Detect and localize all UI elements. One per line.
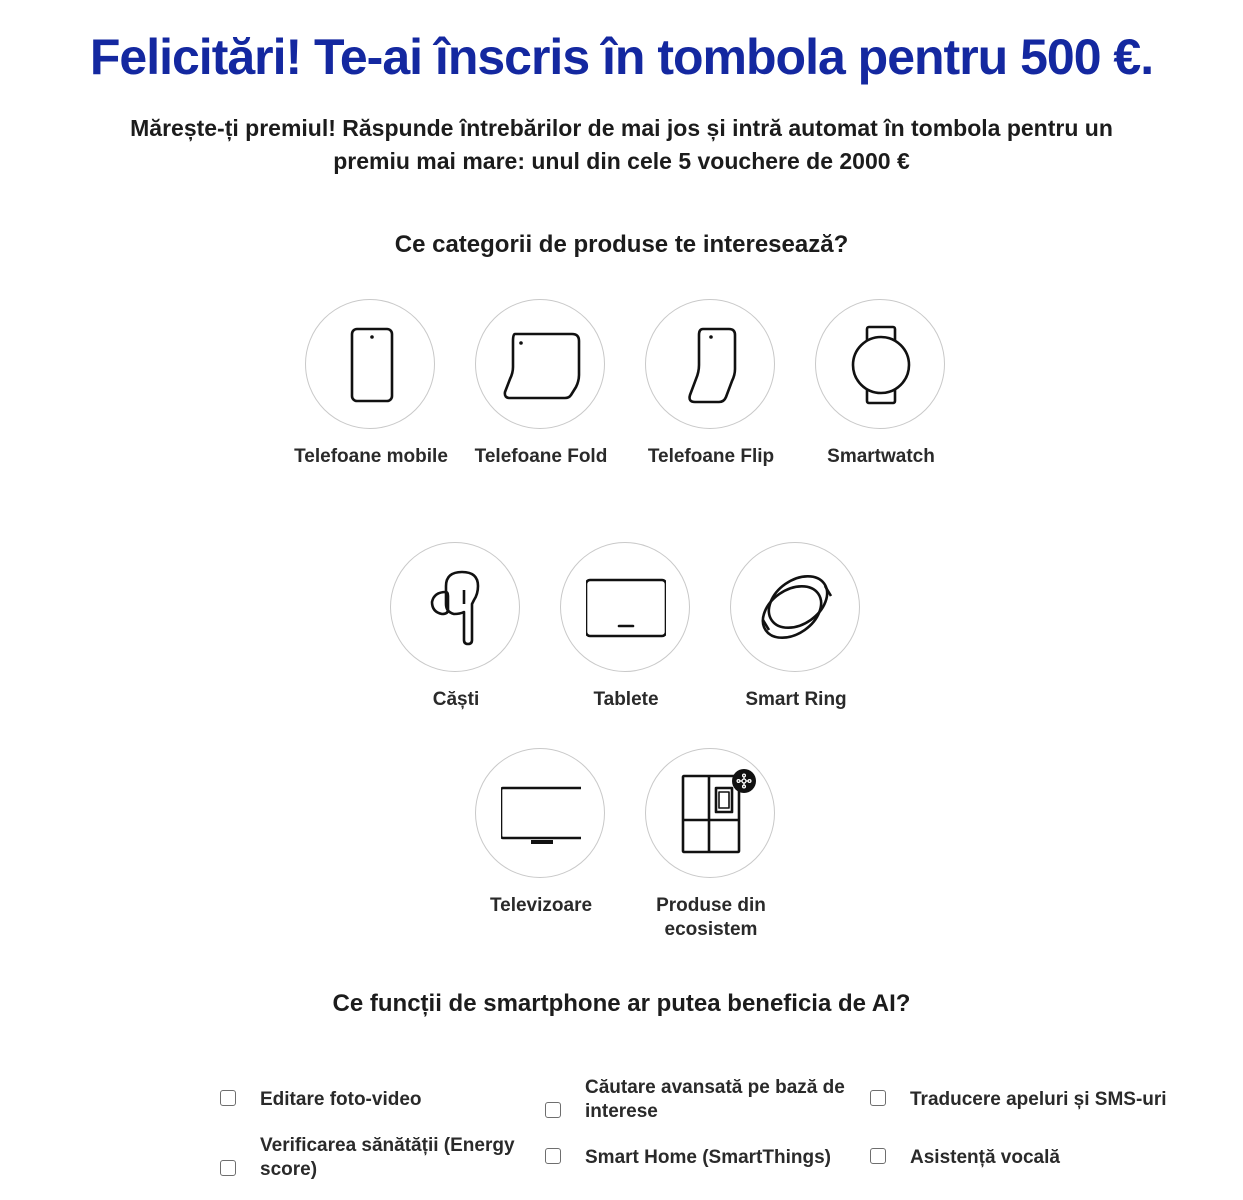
page-subtitle: Mărește-ți premiul! Răspunde întrebărilor de mai jos și intră automat în tombola pentru un premiu mai mare: unul din cele 5 vouchere de 2000 € — [130, 115, 1113, 174]
category-smartwatch[interactable] — [796, 299, 966, 509]
category-label: Telefoane Flip — [647, 446, 775, 467]
option-label: Asistență vocală — [910, 1147, 1060, 1168]
smartphone-icon — [331, 325, 411, 405]
category-circle — [815, 299, 945, 429]
option-label: Traducere apeluri și SMS-uri — [910, 1089, 1167, 1110]
category-label: Telefoane mobile — [294, 446, 448, 467]
category-circle — [475, 748, 605, 878]
category-telefoane-mobile[interactable] — [286, 299, 456, 509]
ai-features-question: Ce funcții de smartphone ar putea beneficia de AI? — [332, 990, 911, 1017]
checkbox[interactable] — [870, 1148, 886, 1164]
option-editare-foto-video[interactable] — [218, 1076, 538, 1126]
category-label: Telefoane Fold — [474, 446, 608, 467]
category-smart-ring[interactable] — [711, 542, 881, 752]
category-circle — [645, 299, 775, 429]
category-label: Smart Ring — [745, 689, 847, 710]
option-traducere-apeluri[interactable] — [868, 1076, 1183, 1126]
option-label: Editare foto-video — [260, 1089, 422, 1110]
checkbox[interactable] — [220, 1090, 236, 1106]
option-verificarea-sanatatii[interactable] — [218, 1134, 538, 1186]
category-circle — [730, 542, 860, 672]
smartwatch-icon — [841, 325, 921, 405]
category-circle — [390, 542, 520, 672]
fold-phone-icon — [501, 325, 581, 405]
flip-phone-icon — [671, 325, 751, 405]
category-produse-ecosistem[interactable] — [626, 748, 796, 958]
option-label: Verificarea sănătății (Energy score) — [260, 1135, 515, 1180]
option-asistenta-vocala[interactable] — [868, 1134, 1183, 1186]
checkbox[interactable] — [220, 1160, 236, 1176]
smartthings-icon — [736, 773, 752, 789]
category-label: Tablete — [593, 689, 659, 710]
category-circle — [560, 542, 690, 672]
category-label: Televizoare — [489, 895, 593, 916]
option-label: Căutare avansată pe bază de interese — [585, 1077, 845, 1122]
tablet-icon — [586, 568, 666, 648]
smartthings-badge — [732, 769, 756, 793]
page-title: Felicitări! Te-ai înscris în tombola pentru 500 €. — [89, 29, 1154, 85]
category-label: Căști — [432, 689, 480, 710]
category-circle — [475, 299, 605, 429]
checkbox[interactable] — [870, 1090, 886, 1106]
category-telefoane-flip[interactable] — [626, 299, 796, 509]
tv-icon — [501, 774, 581, 854]
category-casti[interactable] — [371, 542, 541, 752]
category-tablete[interactable] — [541, 542, 711, 752]
category-label: Smartwatch — [827, 446, 935, 467]
option-smart-home[interactable] — [543, 1134, 863, 1186]
categories-question: Ce categorii de produse te interesează? — [394, 231, 849, 258]
option-label: Smart Home (SmartThings) — [585, 1147, 831, 1168]
category-circle — [305, 299, 435, 429]
checkbox[interactable] — [545, 1148, 561, 1164]
category-circle — [645, 748, 775, 878]
category-televizoare[interactable] — [456, 748, 626, 958]
category-telefoane-fold[interactable] — [456, 299, 626, 509]
option-cautare-avansata[interactable] — [543, 1076, 863, 1126]
category-label: Produse din ecosistem — [656, 895, 766, 940]
checkbox[interactable] — [545, 1102, 561, 1118]
ring-icon — [756, 568, 836, 648]
earbud-icon — [416, 568, 496, 648]
